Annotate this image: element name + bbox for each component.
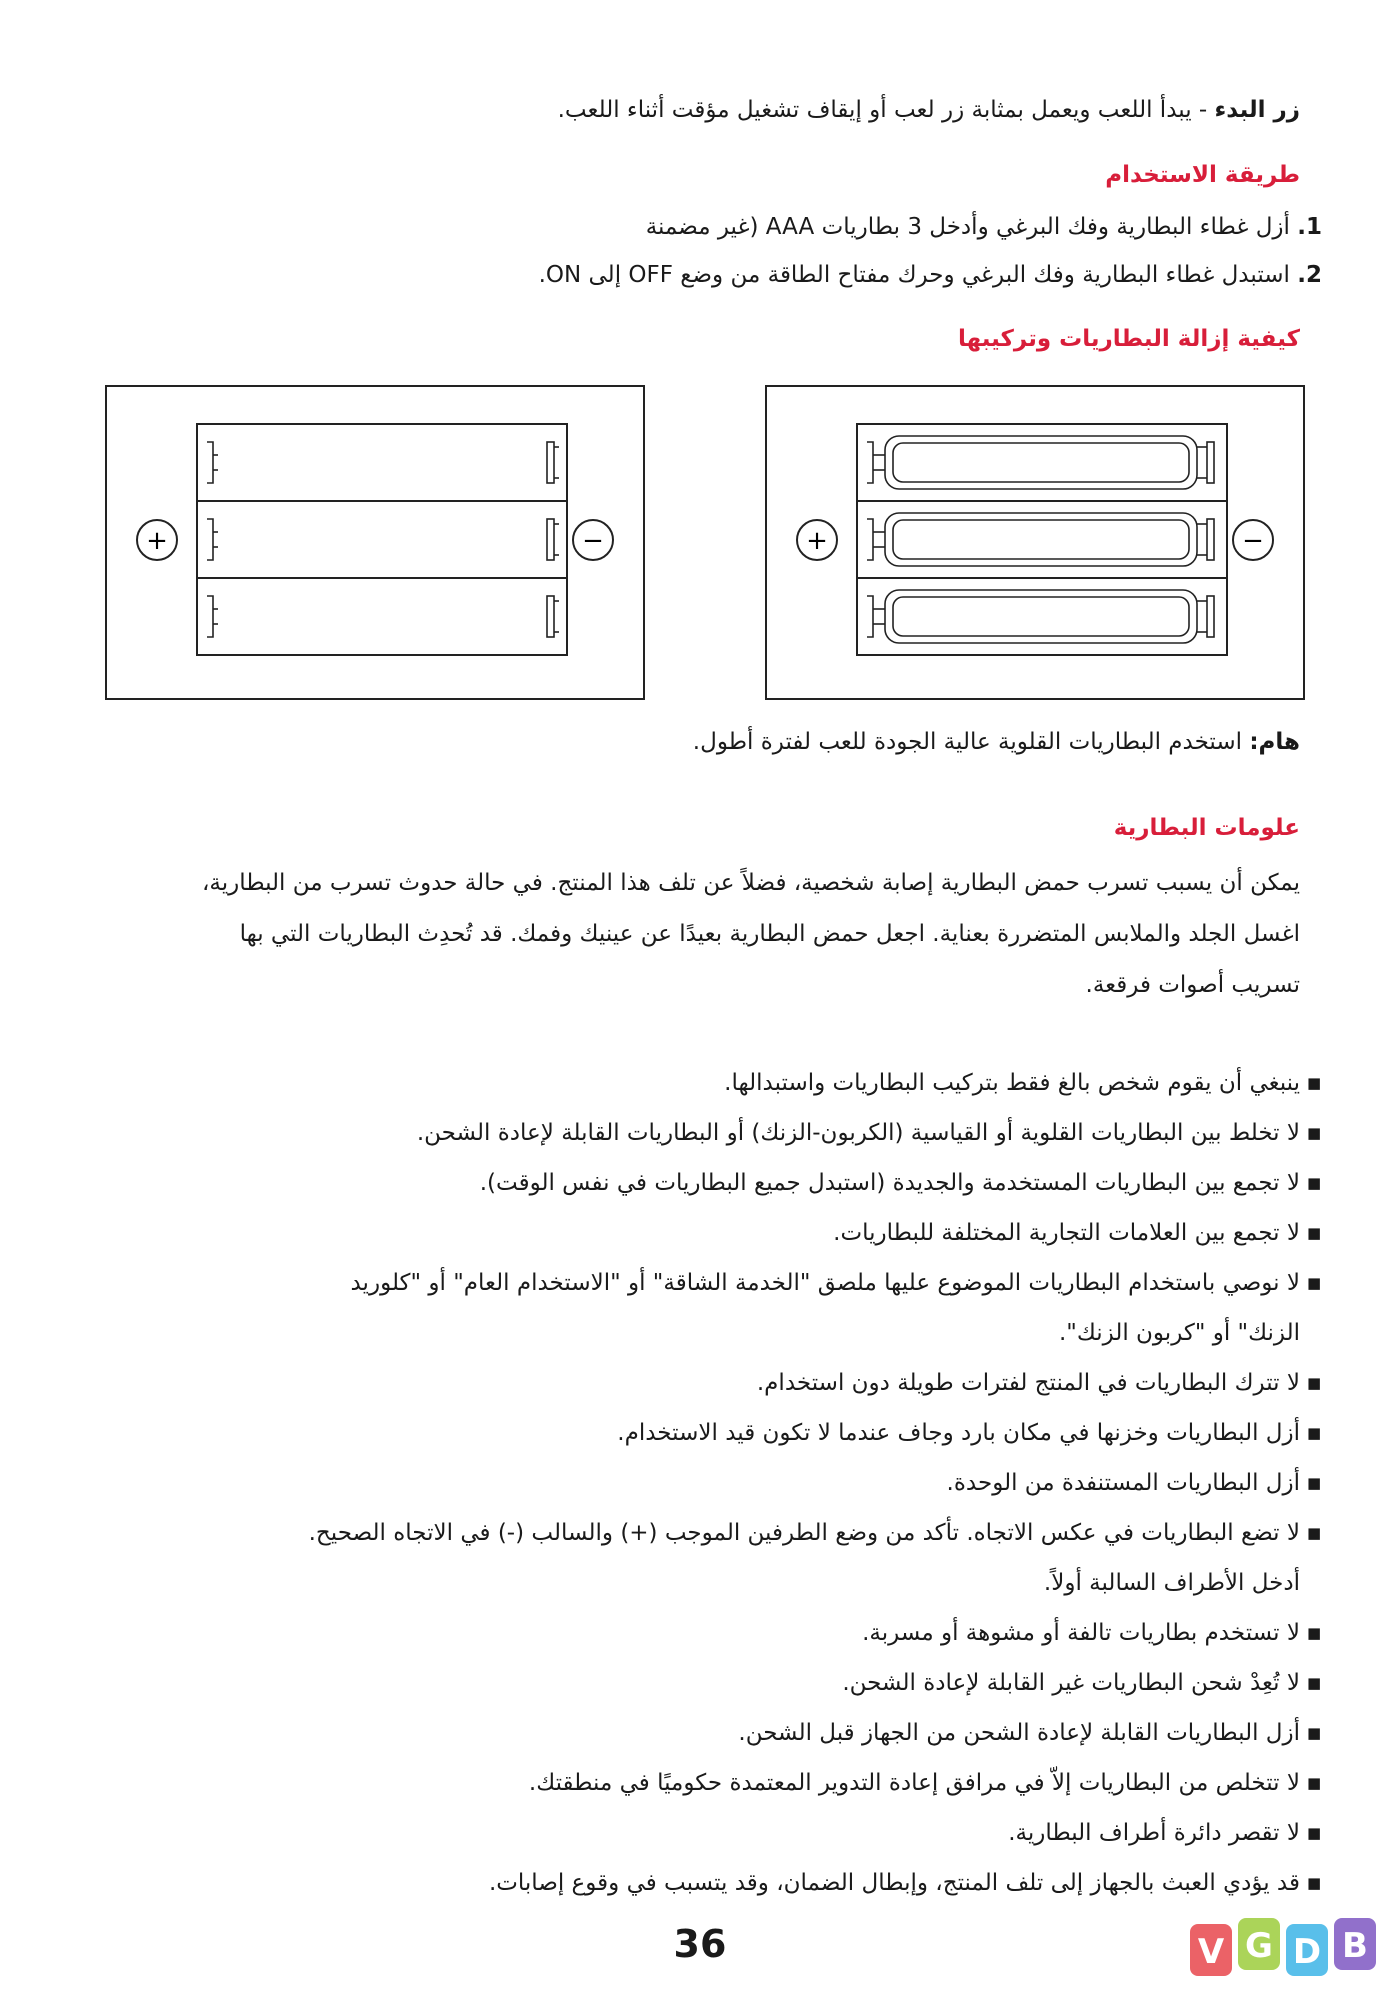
bullet-marker: ▪ [1306, 1520, 1322, 1546]
page-number: 36 [673, 1922, 727, 1966]
step-number: 2. [1297, 262, 1322, 288]
list-item [82, 1458, 1322, 1508]
important-note [693, 725, 1300, 759]
empty-compartment-svg [105, 385, 645, 700]
list-item-text: ينبغي أن يقوم شخص بالغ فقط بتركيب البطاريات واستبدالها. [724, 1070, 1300, 1096]
list-item-text: لا تقصر دائرة أطراف البطارية. [1008, 1820, 1300, 1846]
bullet-marker: ▪ [1306, 1470, 1322, 1496]
list-item-text: لا تجمع بين العلامات التجارية المختلفة للبطاريات. [833, 1220, 1300, 1246]
list-item [82, 1508, 1322, 1608]
bullet-marker: ▪ [1306, 1870, 1322, 1896]
battery-safety-list [82, 1058, 1322, 1908]
bullet-marker: ▪ [1306, 1620, 1322, 1646]
list-item [82, 1858, 1322, 1908]
start-button-description [558, 93, 1300, 127]
bullet-marker: ▪ [1306, 1120, 1322, 1146]
list-item [82, 1258, 1322, 1358]
list-item [82, 1608, 1322, 1658]
step-number: 1. [1297, 214, 1322, 240]
list-item [82, 1408, 1322, 1458]
list-item-text: لا تتخلص من البطاريات إلاّ في مرافق إعادة التدوير المعتمدة حكوميًا في منطقتك. [528, 1770, 1300, 1796]
plus-symbol: + [146, 526, 168, 556]
bullet-marker: ▪ [1306, 1420, 1322, 1446]
bullet-marker: ▪ [1306, 1070, 1322, 1096]
list-item-text: لا تخلط بين البطاريات القلوية أو القياسية (الكربون-الزنك) أو البطاريات القابلة لإعادة الشحن. [416, 1120, 1300, 1146]
install-heading: كيفية إزالة البطاريات وتركيبها [957, 326, 1300, 352]
list-item [82, 1758, 1322, 1808]
plus-symbol: + [806, 526, 828, 556]
bullet-marker: ▪ [1306, 1670, 1322, 1696]
installed-compartment-svg [765, 385, 1305, 700]
logo-letter: B [1342, 1926, 1368, 1966]
logo-letter: V [1197, 1932, 1225, 1972]
list-item-text: أزل البطاريات وخزنها في مكان بارد وجاف عندما لا تكون قيد الاستخدام. [617, 1420, 1300, 1446]
usage-step-2 [539, 258, 1322, 292]
list-item [82, 1208, 1322, 1258]
step-text: أزل غطاء البطارية وفك البرغي وأدخل 3 بطاريات AAA (غير مضمنة [645, 214, 1290, 240]
list-item [82, 1808, 1322, 1858]
start-button-text: - يبدأ اللعب ويعمل بمثابة زر لعب أو إيقاف تشغيل مؤقت أثناء اللعب. [557, 97, 1215, 123]
list-item-text: لا تستخدم بطاريات تالفة أو مشوهة أو مسربة. [862, 1620, 1300, 1646]
list-item-text: قد يؤدي العبث بالجهاز إلى تلف المنتج، وإبطال الضمان، وقد يتسبب في وقوع إصابات. [488, 1870, 1300, 1896]
list-item [82, 1108, 1322, 1158]
list-item-text: أزل البطاريات القابلة لإعادة الشحن من الجهاز قبل الشحن. [738, 1720, 1300, 1746]
battery-info-paragraph [100, 858, 1300, 1011]
logo-letter: G [1245, 1926, 1273, 1966]
list-item [82, 1658, 1322, 1708]
paragraph-line: يمكن أن يسبب تسرب حمض البطارية إصابة شخصية، فضلاً عن تلف هذا المنتج. في حالة حدوث تسرب من البطارية، [201, 870, 1300, 896]
list-item [82, 1058, 1322, 1108]
bullet-marker: ▪ [1306, 1370, 1322, 1396]
paragraph-line: اغسل الجلد والملابس المتضررة بعناية. اجعل حمض البطارية بعيدًا عن عينيك وفمك. قد تُحدِث البطاريات التي بها [239, 921, 1300, 947]
vgdb-logo [1186, 1912, 1386, 1982]
logo-letter: D [1292, 1932, 1322, 1972]
list-item-text: أزل البطاريات المستنفدة من الوحدة. [946, 1470, 1300, 1496]
list-item [82, 1708, 1322, 1758]
installed-batteries-diagram [765, 385, 1305, 700]
minus-symbol: − [1242, 526, 1264, 556]
bullet-marker: ▪ [1306, 1270, 1322, 1296]
list-item-text: لا تترك البطاريات في المنتج لفترات طويلة دون استخدام. [756, 1370, 1300, 1396]
list-item-text: لا تضع البطاريات في عكس الاتجاه. تأكد من وضع الطرفين الموجب (+) والسالب (-) في الاتجاه الصحيح. [308, 1520, 1300, 1546]
list-item [82, 1158, 1322, 1208]
list-item-text: لا تُعِدْ شحن البطاريات غير القابلة لإعادة الشحن. [842, 1670, 1300, 1696]
important-label: هام: [1249, 729, 1300, 755]
empty-battery-compartment-diagram [105, 385, 645, 700]
list-item-continuation: الزنك" أو "كربون الزنك". [1058, 1320, 1300, 1346]
bullet-marker: ▪ [1306, 1820, 1322, 1846]
battery-info-heading: علومات البطارية [1113, 815, 1300, 841]
step-text: استبدل غطاء البطارية وفك البرغي وحرك مفتاح الطاقة من وضع OFF إلى ON. [538, 262, 1290, 288]
bullet-marker: ▪ [1306, 1720, 1322, 1746]
minus-symbol: − [582, 526, 604, 556]
important-text: استخدم البطاريات القلوية عالية الجودة للعب لفترة أطول. [692, 729, 1250, 755]
list-item-text: لا تجمع بين البطاريات المستخدمة والجديدة (استبدل جميع البطاريات في نفس الوقت). [479, 1170, 1300, 1196]
bullet-marker: ▪ [1306, 1220, 1322, 1246]
bullet-marker: ▪ [1306, 1770, 1322, 1796]
start-button-term: زر البدء [1214, 97, 1300, 123]
vgdb-logo-svg [1186, 1912, 1386, 1982]
list-item-text: لا نوصي باستخدام البطاريات الموضوع عليها ملصق "الخدمة الشاقة" أو "الاستخدام العام" أو "كلوريد [350, 1270, 1300, 1296]
list-item [82, 1358, 1322, 1408]
paragraph-line: تسريب أصوات فرقعة. [1085, 972, 1300, 998]
usage-heading: طريقة الاستخدام [1105, 162, 1300, 188]
list-item-continuation: أدخل الأطراف السالبة أولاً. [1043, 1570, 1300, 1596]
bullet-marker: ▪ [1306, 1170, 1322, 1196]
usage-step-1 [646, 210, 1322, 244]
